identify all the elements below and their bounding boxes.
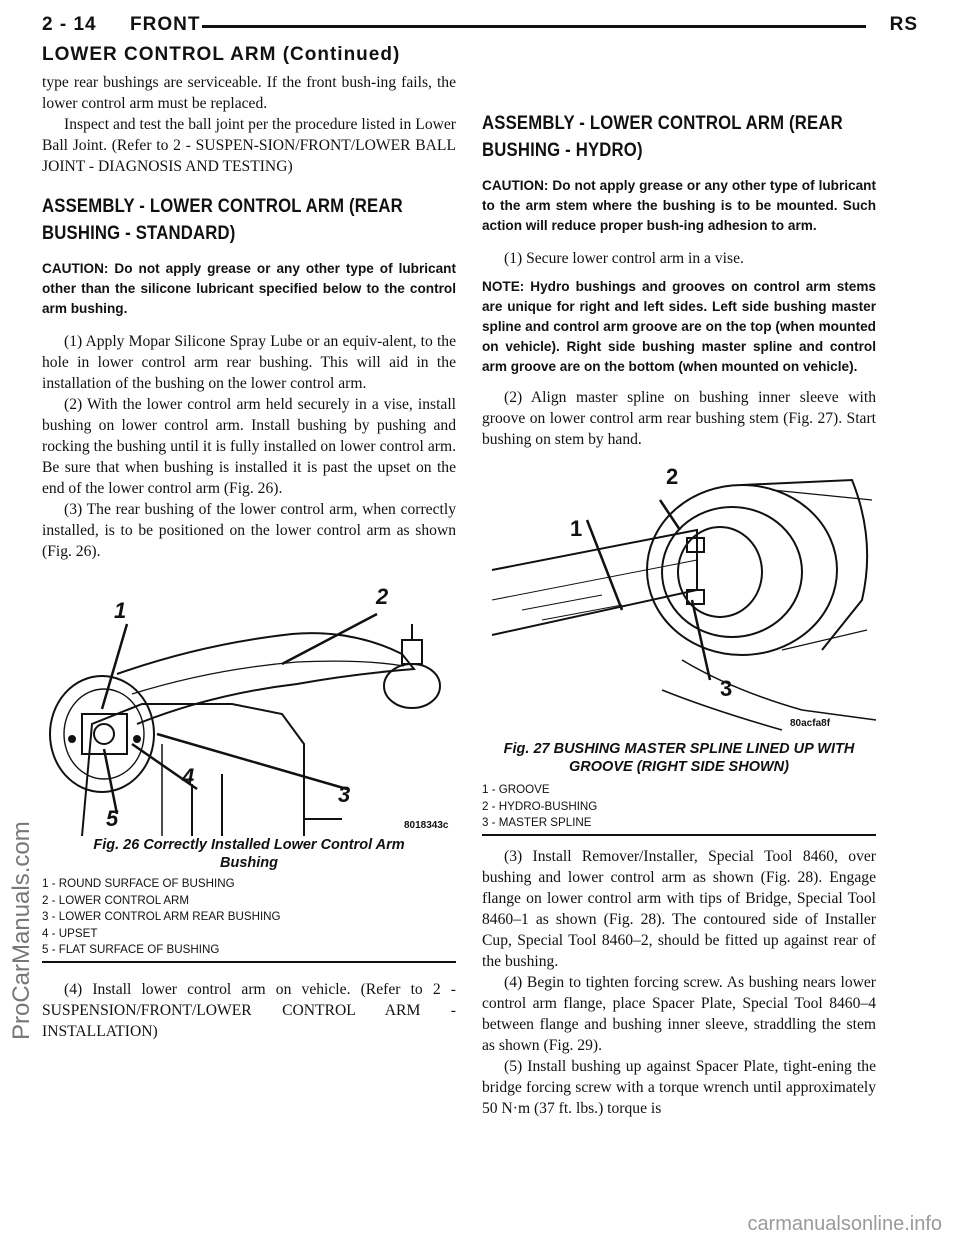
fig27-caption-line-2: GROOVE (RIGHT SIDE SHOWN): [569, 759, 789, 775]
caution-standard: CAUTION: Do not apply grease or any other type of lubricant other than the silicone lubricant specified below to the control arm bushing.: [42, 261, 456, 316]
caution-hydro: CAUTION: Do not apply grease or any other type of lubricant to the arm stem where the bushing is to be mounted. Such action will reduce proper bush-ing adhesion to arm.: [482, 178, 876, 233]
fig26-callout-4: 4: [182, 764, 195, 789]
legend-item: 1 - ROUND SURFACE OF BUSHING: [42, 877, 235, 890]
legend-item: 2 - LOWER CONTROL ARM: [42, 893, 190, 907]
figure-27-illustration: [482, 460, 876, 740]
right-column: [482, 110, 876, 1119]
fig27-caption-line-1: Fig. 27 BUSHING MASTER SPLINE LINED UP WITH: [503, 741, 855, 757]
continued-title: LOWER CONTROL ARM (Continued): [42, 44, 401, 65]
legend-item: 3 - LOWER CONTROL ARM REAR BUSHING: [42, 910, 281, 923]
heading-line-2: BUSHING - HYDRO): [482, 140, 643, 161]
section-name: FRONT: [130, 14, 201, 35]
fig26-callout-5: 5: [106, 806, 119, 831]
step-5: (5) Install bushing up against Spacer Plate, tight-ening the bridge forcing screw with a torque wrench until approximately 50 N·m (37 ft. lbs.) torque is: [482, 1057, 876, 1117]
heading-line-2: BUSHING - STANDARD): [42, 223, 236, 244]
fig26-image-id: 8018343c: [404, 820, 449, 831]
fig26-caption-line-2: Bushing: [220, 855, 278, 871]
figure-26-illustration: [42, 574, 456, 836]
figure-26: [42, 574, 456, 836]
step-4: (4) Install lower control arm on vehicle. (Refer to 2 - SUSPENSION/FRONT/LOWER CONTROL ARM - INSTALLATION): [42, 980, 456, 1040]
fig27-legend: [482, 782, 876, 832]
manual-code: RS: [889, 14, 918, 35]
legend-item: 2 - HYDRO-BUSHING: [482, 799, 598, 813]
step-4: (4) Begin to tighten forcing screw. As bushing nears lower control arm flange, place Spacer Plate, Special Tool 8460–4 between flange and bushing inner sleeve, straddling the stem as shown (Fig. 29).: [482, 973, 876, 1054]
fig26-callout-2: 2: [376, 584, 389, 609]
legend-item: 4 - UPSET: [42, 926, 98, 940]
legend-item: 3 - MASTER SPLINE: [482, 816, 592, 829]
heading-line-1: ASSEMBLY - LOWER CONTROL ARM (REAR: [42, 196, 403, 217]
step-3: (3) The rear bushing of the lower control arm, when correctly installed, is to be positioned on the lower control arm as shown (Fig. 26).: [42, 501, 456, 560]
page-header: [42, 14, 918, 40]
side-watermark: ProCarManuals.com: [8, 821, 35, 1040]
note-hydro: NOTE: Hydro bushings and grooves on control arm stems are unique for right and left sides. Left side bushing master spline and control arm groove are on the top (when mounted on vehicle). Right side bushing master spline and control arm groove are on the bottom (when mounted on vehicle).: [482, 279, 876, 374]
fig26-caption-line-1: Fig. 26 Correctly Installed Lower Control Arm: [93, 837, 405, 853]
intro-paragraph-2: Inspect and test the ball joint per the procedure listed in Lower Ball Joint. (Refer to 2 - SUSPEN-SION/FRONT/LOWER BALL JOINT - DIAGNOSIS AND TESTING): [42, 116, 456, 175]
legend-item: 1 - GROOVE: [482, 783, 550, 796]
fig26-callout-3: 3: [338, 782, 351, 807]
header-rule: [202, 25, 866, 28]
section-heading-standard: [42, 193, 454, 247]
footer-watermark: carmanualsonline.info: [747, 1213, 942, 1235]
fig27-callout-3: 3: [720, 676, 733, 701]
left-column: [42, 72, 456, 1042]
heading-line-1: ASSEMBLY - LOWER CONTROL ARM (REAR: [482, 113, 843, 134]
fig27-callout-2: 2: [666, 464, 679, 489]
fig27-caption: [482, 740, 876, 776]
legend-item: 5 - FLAT SURFACE OF BUSHING: [42, 943, 220, 956]
intro-paragraph-1: type rear bushings are serviceable. If the front bush-ing fails, the lower control arm must be replaced.: [42, 74, 456, 112]
fig26-legend: [42, 876, 456, 959]
fig27-image-id: 80acfa8f: [790, 718, 831, 729]
step-2: (2) Align master spline on bushing inner sleeve with groove on lower control arm rear bushing stem (Fig. 27). Start bushing on stem by hand.: [482, 389, 876, 448]
step-2: (2) With the lower control arm held securely in a vise, install bushing on lower control arm. Install bushing by pushing and rocking the bushing until it is fully installed on lower control arm. Be sure that when bushing is installed it is past the upset on the end of the lower control arm (Fig. 26).: [42, 396, 456, 497]
step-1: (1) Secure lower control arm in a vise.: [504, 250, 744, 267]
section-heading-hydro: [482, 110, 874, 164]
fig26-caption: [42, 836, 456, 872]
page-number: 2 - 14: [42, 14, 97, 35]
step-3: (3) Install Remover/Installer, Special Tool 8460, over bushing and lower control arm as shown (Fig. 28). Engage flange on lower control arm with tips of Bridge, Special Tool 8460–1 as shown (Fig. 28). The contoured side of Installer Cup, Special Tool 8460–2, should be fitted up against rear of the bushing.: [482, 847, 876, 970]
fig27-callout-1: 1: [570, 516, 583, 541]
figure-27: [482, 460, 876, 740]
step-1: (1) Apply Mopar Silicone Spray Lube or an equiv-alent, to the hole in lower control arm rear bushing. This will aid in the installation of the bushing on the lower control arm.: [42, 333, 456, 392]
fig26-callout-1: 1: [114, 598, 127, 623]
